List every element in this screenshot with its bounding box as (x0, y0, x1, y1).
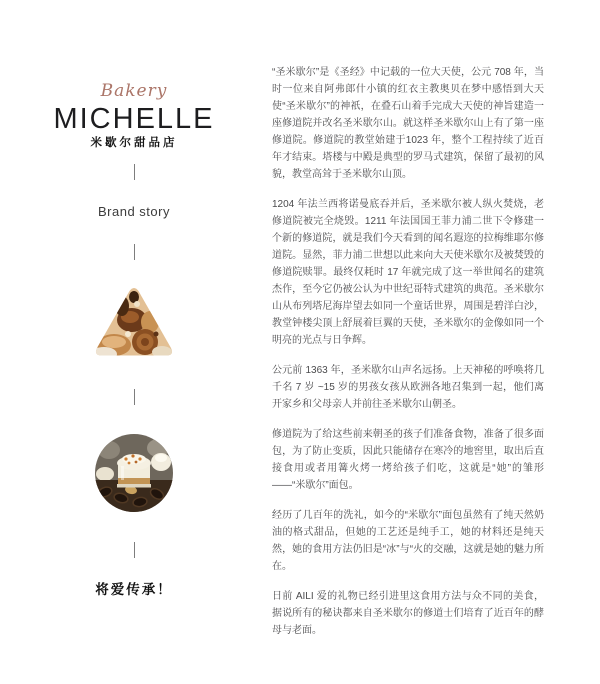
story-paragraph: 经历了几百年的洗礼，如今的“米歇尔”面包虽然有了纯天然奶油的格式甜品，但她的工艺还是纯手工，她的材料还是纯天然，她的食用方法仍旧是“冰”与“火的交融，这就是她的魅力所在。 (272, 510, 544, 572)
divider-line-4 (134, 542, 135, 558)
story-paragraph: “圣米歇尔”是《圣经》中记载的一位大天使，公元 708 年，当时一位来自阿弗郎什小镇的红衣主教奥贝在梦中感悟到大天使“圣米歇尔”的神祇，在叠石山着手完成大天使的神旨建造一座修道院并改名圣米歇尔山。就这样圣米歇尔山上有了第一座修道院。修道院的教堂始建于1023 年，整个工程持续了近百年才结束。塔楼与中殿是典型的罗马式建筑，保留了最初的风貌，教堂高耸于圣米歇尔山顶。 (272, 67, 544, 180)
divider-line-3 (134, 389, 135, 405)
brand-tagline: 将爱传承！ (95, 582, 173, 597)
story-paragraph: 公元前 1363 年，圣米歇尔山声名远扬。上天神秘的呼唤将几千名 7 岁 ~15 岁的男孩女孩从欧洲各地召集到一起，他们离开家乡和父母亲人并前往圣米歇尔山朝圣。 (272, 365, 544, 410)
brand-subtitle-cn: 米歇尔甜品店 (90, 137, 178, 149)
bread-triangle-image (92, 284, 176, 367)
brand-wordmark: MICHELLE (53, 103, 215, 135)
section-label-brand-story: Brand story (98, 204, 170, 219)
brand-story-article (272, 64, 544, 652)
divider-line-1 (134, 164, 135, 180)
divider-line-2 (134, 244, 135, 260)
brand-sidebar (38, 0, 230, 684)
story-paragraph: 日前 AILI 爱的礼物已经引进里这食用方法与众不同的美食，据说所有的秘诀都来自圣米歇尔的修道士们培育了近百年的酵母与老面。 (272, 591, 544, 636)
dessert-circle-image (95, 434, 173, 517)
story-paragraph: 修道院为了给这些前来朝圣的孩子们准备食物，准备了很多面包，为了防止变质，因此只能储存在寒冷的地窖里，取出后直接食用或者用篝火烤一烤给孩子们吃，这就是“她”的雏形——“米歇尔”面包。 (272, 429, 544, 491)
brand-script-label: Bakery (100, 81, 168, 101)
story-paragraph: 1204 年法兰西将诺曼底吞并后，圣米歇尔被人纵火焚烧，老修道院被完全烧毁。1211 年法国国王菲力浦二世下令修建一个新的修道院，就是我们今天看到的闻名遐迩的拉梅维耶尔修道院。显然，菲力浦二世想以此来向大天使米歇尔及被焚毁的修道院赎罪。最终仅耗时 17 年就完成了这一举世闻名的建筑杰作，至今它仍被公认为中世纪哥特式建筑的典范。圣米歇尔山从布列塔尼海岸望去如同一个童话世界，周围是碧洋白沙，教堂钟楼尖顶上舒展着巨翼的天使，圣米歇尔的金像如同一个明亮的光点与日争辉。 (272, 199, 544, 346)
